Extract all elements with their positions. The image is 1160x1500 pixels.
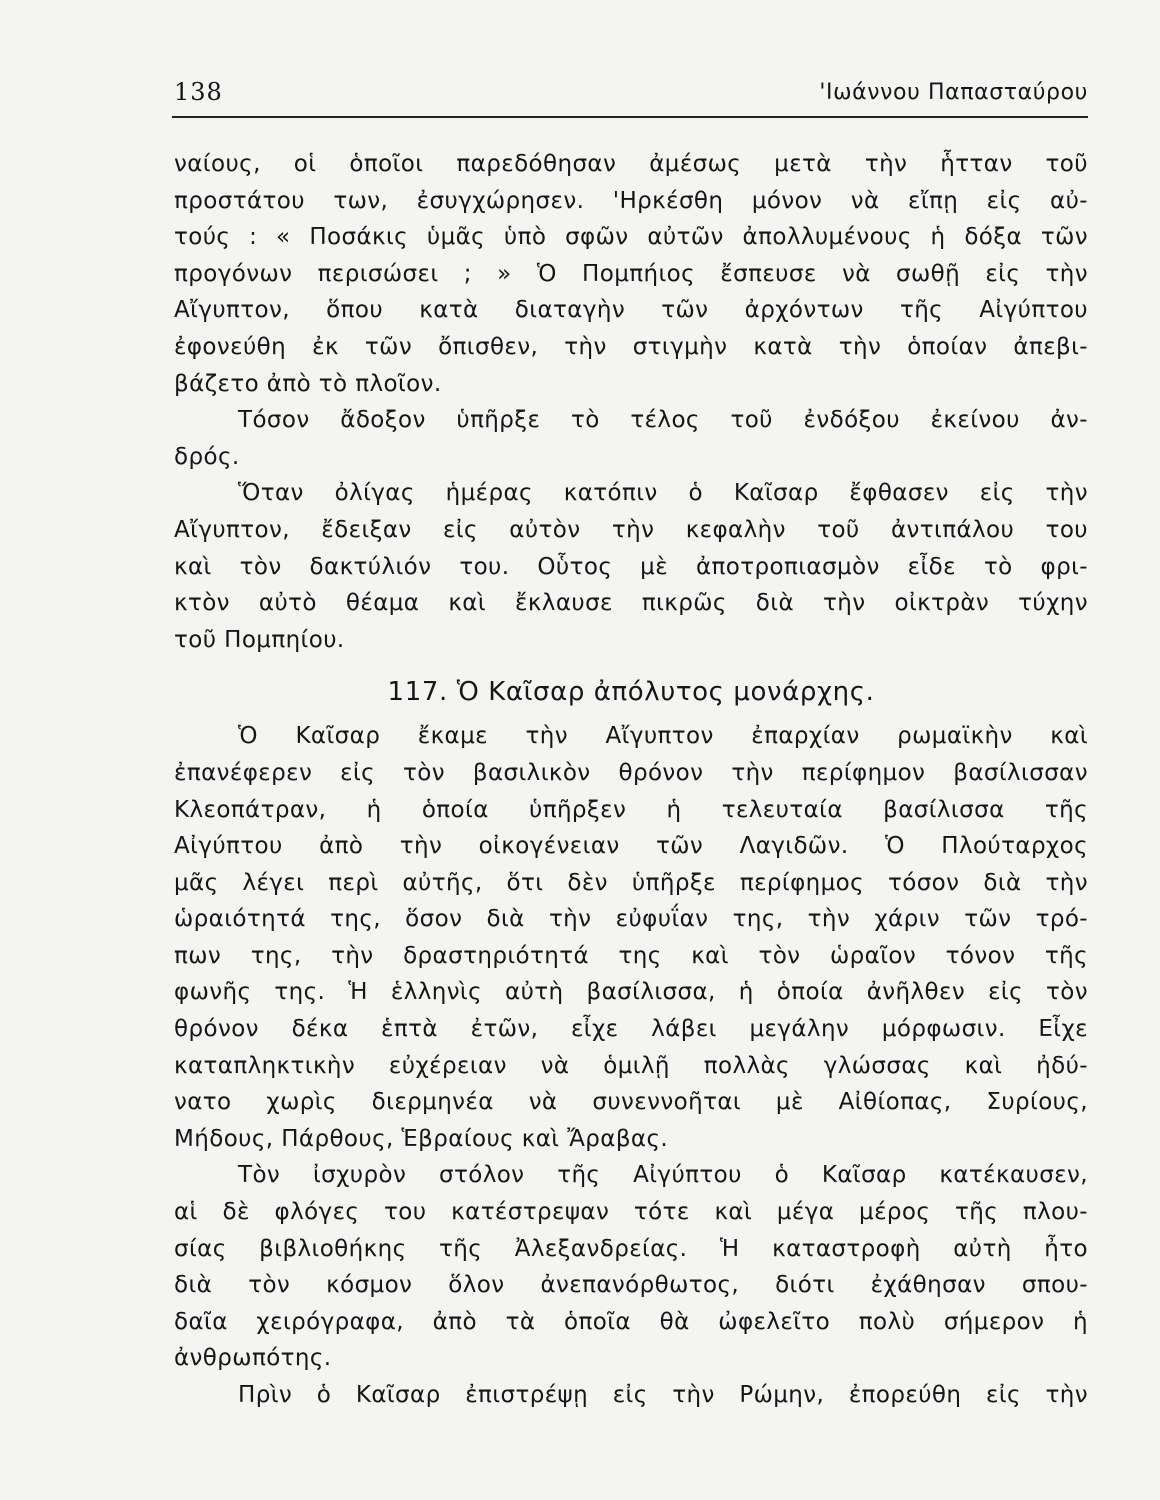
text-line: φωνῆς της. Ἡ ἑλληνὶς αὐτὴ βασίλισσα, ἡ ὁποία ἀνῆλθεν εἰς τὸν — [174, 979, 1088, 1006]
text-line: δρός. — [174, 443, 240, 470]
text-line: τοῦ Πομπηίου. — [174, 626, 345, 653]
text-line: ἐπανέφερεν εἰς τὸν βασιλικὸν θρόνον τὴν περίφημον βασίλισσαν — [174, 759, 1088, 786]
text-line: αἱ δὲ φλόγες του κατέστρεψαν τότε καὶ μέγα μέρος τῆς πλου- — [174, 1199, 1088, 1226]
text-line: ναίους, οἱ ὁποῖοι παρεδόθησαν ἀμέσως μετὰ τὴν ἧτταν τοῦ — [174, 151, 1088, 177]
text-line: Κλεοπάτραν, ἡ ὁποία ὑπῆρξεν ἡ τελευταία βασίλισσα τῆς — [174, 796, 1088, 823]
text-line: διὰ τὸν κόσμον ὅλον ἀνεπανόρθωτος, διότι ἐχάθησαν σπου- — [174, 1272, 1088, 1299]
page-number: 138 — [174, 78, 223, 106]
running-head: 'Ιωάννου Παπασταύρου — [819, 80, 1088, 105]
text-line: Πρὶν ὁ Καῖσαρ ἐπιστρέψῃ εἰς τὴν Ρώμην, ἐπορεύθη εἰς τὴν — [238, 1382, 1088, 1408]
text-line: ὡραιότητά της, ὅσον διὰ τὴν εὐφυΐαν της, τὴν χάριν τῶν τρό- — [174, 906, 1088, 933]
text-line: προστάτου των, ἐσυγχώρησεν. 'Ηρκέσθη μόνον νὰ εἴπῃ εἰς αὐ- — [174, 187, 1088, 214]
text-line: Αἰγύπτου ἀπὸ τὴν οἰκογένειαν τῶν Λαγιδῶν. Ὁ Πλούταρχος — [174, 833, 1088, 860]
text-line: προγόνων περισώσει ; » Ὁ Πομπήιος ἔσπευσε νὰ σωθῇ εἰς τὴν — [174, 260, 1088, 287]
text-line: Ὅταν ὀλίγας ἡμέρας κατόπιν ὁ Καῖσαρ ἔφθασεν εἰς τὴν — [238, 480, 1088, 507]
text-line: καταπληκτικὴν εὐχέρειαν νὰ ὁμιλῇ πολλὰς γλώσσας καὶ ἠδύ- — [174, 1052, 1088, 1079]
text-line: βάζετο ἀπὸ τὸ πλοῖον. — [174, 370, 442, 397]
text-line: σίας βιβλιοθήκης τῆς Ἀλεξανδρείας. Ἡ καταστροφὴ αὐτὴ ἦτο — [174, 1235, 1088, 1262]
text-line: δαῖα χειρόγραφα, ἀπὸ τὰ ὁποῖα θὰ ὠφελεῖτο πολὺ σήμερον ἡ — [174, 1308, 1088, 1335]
text-line: Ὁ Καῖσαρ ἔκαμε τὴν Αἴγυπτον ἐπαρχίαν ρωμαϊκὴν καὶ — [238, 723, 1088, 750]
text-line: Αἴγυπτον, ὅπου κατὰ διαταγὴν τῶν ἀρχόντων τῆς Αἰγύπτου — [174, 297, 1088, 324]
text-line: νατο χωρὶς διερμηνέα νὰ συνεννοῆται μὲ Αἰθίοπας, Συρίους, — [174, 1089, 1088, 1116]
text-line: καὶ τὸν δακτύλιόν του. Οὗτος μὲ ἀποτροπιασμὸν εἶδε τὸ φρι- — [174, 553, 1088, 580]
page-header — [174, 74, 1088, 114]
text-line: πων της, τὴν δραστηριότητά της καὶ τὸν ὡραῖον τόνον τῆς — [174, 942, 1088, 969]
text-line: ἐφονεύθη ἐκ τῶν ὄπισθεν, τὴν στιγμὴν κατὰ τὴν ὁποίαν ἀπεβι- — [174, 333, 1088, 360]
header-rule — [172, 116, 1088, 118]
text-line: Μήδους, Πάρθους, Ἑβραίους καὶ Ἄραβας. — [174, 1125, 669, 1152]
text-line: ἀνθρωπότης. — [174, 1345, 332, 1372]
text-line: μᾶς λέγει περὶ αὐτῆς, ὅτι δὲν ὑπῆρξε περίφημος τόσον διὰ τὴν — [174, 869, 1088, 896]
section-heading: 117. Ὁ Καῖσαρ ἀπόλυτος μονάρχης. — [387, 677, 875, 708]
text-line: κτὸν αὐτὸ θέαμα καὶ ἔκλαυσε πικρῶς διὰ τὴν οἰκτρὰν τύχην — [174, 590, 1088, 617]
body-text — [174, 146, 1088, 1414]
text-line: θρόνον δέκα ἑπτὰ ἐτῶν, εἶχε λάβει μεγάλην μόρφωσιν. Εἶχε — [174, 1016, 1088, 1043]
text-line: Τὸν ἰσχυρὸν στόλον τῆς Αἰγύπτου ὁ Καῖσαρ κατέκαυσεν, — [238, 1162, 1088, 1189]
text-line: Αἴγυπτον, ἔδειξαν εἰς αὐτὸν τὴν κεφαλὴν τοῦ ἀντιπάλου του — [174, 516, 1088, 543]
text-line: Τόσον ἄδοξον ὑπῆρξε τὸ τέλος τοῦ ἐνδόξου ἐκείνου ἀν- — [238, 407, 1088, 434]
text-line: τούς : « Ποσάκις ὑμᾶς ὑπὸ σφῶν αὐτῶν ἀπολλυμένους ἡ δόξα τῶν — [174, 224, 1088, 251]
